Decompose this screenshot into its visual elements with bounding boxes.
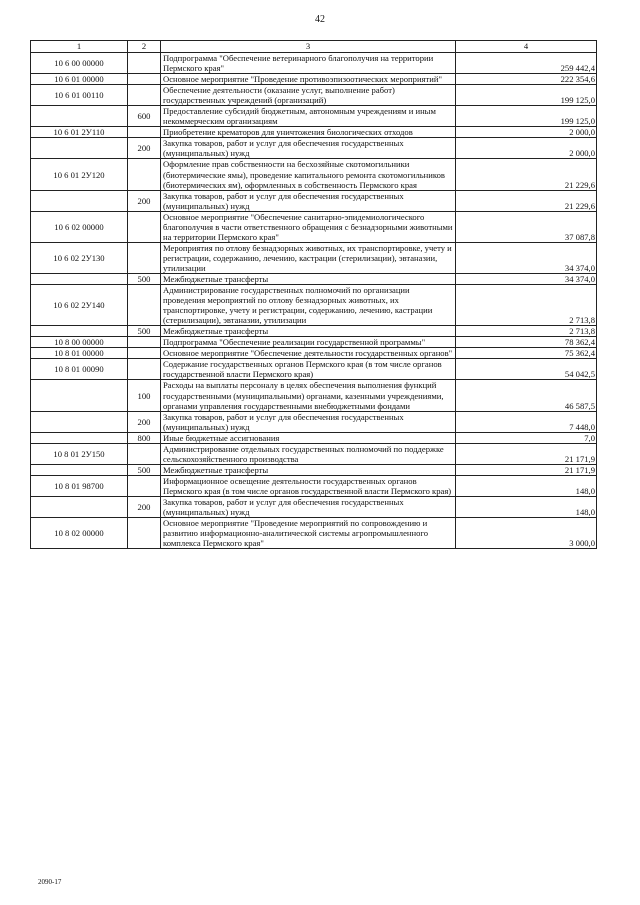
table-row: [31, 432, 597, 443]
row-expense-type: [128, 359, 161, 380]
table-row: [31, 518, 597, 549]
column-header-code: 1: [31, 41, 128, 53]
table-row: [31, 359, 597, 380]
row-description: Мероприятия по отлову безнадзорных животных, их транспортировке, учету и регистрации, содержанию, лечению, кастрации (стерилизации), эвтаназии, утилизации: [161, 242, 456, 273]
row-amount: 7 448,0: [456, 411, 597, 432]
row-amount: 34 374,0: [456, 273, 597, 284]
table-row: [31, 211, 597, 242]
table-row: [31, 106, 597, 127]
column-header-expense-type: 2: [128, 41, 161, 53]
row-code: [31, 138, 128, 159]
table-header-row: [31, 41, 597, 53]
row-code: [31, 411, 128, 432]
table-row: [31, 337, 597, 348]
table-row: [31, 496, 597, 517]
row-expense-type: [128, 475, 161, 496]
row-amount: 2 713,8: [456, 285, 597, 326]
table-row: [31, 138, 597, 159]
row-expense-type: [128, 443, 161, 464]
table-row: [31, 190, 597, 211]
row-description: Администрирование отдельных государственных полномочий по поддержке сельскохозяйственного производства: [161, 443, 456, 464]
row-amount: 54 042,5: [456, 359, 597, 380]
row-description: Оформление прав собственности на бесхозяйные скотомогильники (биотермические ямы), проведение капитального ремонта скотомогильников (биотермических ям), оформленных в собственность Пермского края: [161, 159, 456, 190]
row-description: Подпрограмма "Обеспечение ветеринарного благополучия на территории Пермского края": [161, 53, 456, 74]
row-amount: 21 171,9: [456, 464, 597, 475]
row-amount: 46 587,5: [456, 380, 597, 411]
row-code: 10 8 01 00090: [31, 359, 128, 380]
table-row: [31, 74, 597, 85]
row-description: Основное мероприятие "Проведение противоэпизоотических мероприятий": [161, 74, 456, 85]
row-amount: 21 229,6: [456, 159, 597, 190]
row-code: 10 6 02 00000: [31, 211, 128, 242]
row-description: Приобретение крематоров для уничтожения биологических отходов: [161, 127, 456, 138]
table-row: [31, 127, 597, 138]
row-expense-type: 100: [128, 380, 161, 411]
table-row: [31, 326, 597, 337]
row-expense-type: [128, 127, 161, 138]
row-expense-type: 600: [128, 106, 161, 127]
row-expense-type: [128, 285, 161, 326]
row-expense-type: 200: [128, 138, 161, 159]
table-row: [31, 475, 597, 496]
row-amount: 2 000,0: [456, 127, 597, 138]
row-description: Закупка товаров, работ и услуг для обеспечения государственных (муниципальных) нужд: [161, 190, 456, 211]
row-expense-type: [128, 53, 161, 74]
row-description: Содержание государственных органов Пермского края (в том числе органов государственной власти Пермского края): [161, 359, 456, 380]
row-description: Закупка товаров, работ и услуг для обеспечения государственных (муниципальных) нужд: [161, 496, 456, 517]
row-code: [31, 106, 128, 127]
row-code: 10 6 01 00000: [31, 74, 128, 85]
row-code: 10 6 01 00110: [31, 85, 128, 106]
row-amount: 21 229,6: [456, 190, 597, 211]
row-description: Основное мероприятие "Обеспечение санитарно-эпидемиологического благополучия в части ответственного обращения с безнадзорными животными на территории Пермского края": [161, 211, 456, 242]
row-amount: 3 000,0: [456, 518, 597, 549]
row-expense-type: [128, 518, 161, 549]
row-code: [31, 326, 128, 337]
row-expense-type: [128, 159, 161, 190]
row-expense-type: 500: [128, 464, 161, 475]
table-row: [31, 159, 597, 190]
row-amount: 7,0: [456, 432, 597, 443]
table-row: [31, 380, 597, 411]
table-row: [31, 53, 597, 74]
row-description: Межбюджетные трансферты: [161, 464, 456, 475]
row-code: [31, 273, 128, 284]
table-row: [31, 443, 597, 464]
row-description: Закупка товаров, работ и услуг для обеспечения государственных (муниципальных) нужд: [161, 411, 456, 432]
row-expense-type: 200: [128, 190, 161, 211]
row-expense-type: [128, 337, 161, 348]
row-description: Подпрограмма "Обеспечение реализации государственной программы": [161, 337, 456, 348]
row-code: 10 6 01 2У120: [31, 159, 128, 190]
row-description: Администрирование государственных полномочий по организации проведения мероприятий по отлову безнадзорных животных, их транспортировке, учету и регистрации, содержанию, лечению, кастрации (стерилизации), эвтаназии, утилизации: [161, 285, 456, 326]
budget-table: [30, 40, 597, 549]
row-expense-type: [128, 74, 161, 85]
row-code: 10 6 01 2У110: [31, 127, 128, 138]
row-amount: 37 087,8: [456, 211, 597, 242]
row-expense-type: 500: [128, 326, 161, 337]
page-number: 42: [315, 14, 325, 25]
row-expense-type: [128, 242, 161, 273]
row-description: Основное мероприятие "Обеспечение деятельности государственных органов": [161, 348, 456, 359]
table-row: [31, 285, 597, 326]
row-code: [31, 496, 128, 517]
row-code: 10 6 00 00000: [31, 53, 128, 74]
row-expense-type: [128, 211, 161, 242]
row-description: Предоставление субсидий бюджетным, автономным учреждениям и иным некоммерческим организациям: [161, 106, 456, 127]
row-description: Расходы на выплаты персоналу в целях обеспечения выполнения функций государственными (муниципальными) органами, казенными учреждениями, органами управления государственными внебюджетными фондами: [161, 380, 456, 411]
row-amount: 34 374,0: [456, 242, 597, 273]
row-code: 10 8 00 00000: [31, 337, 128, 348]
row-expense-type: 500: [128, 273, 161, 284]
row-amount: 199 125,0: [456, 106, 597, 127]
row-description: Информационное освещение деятельности государственных органов Пермского края (в том числе органов государственной власти Пермского края): [161, 475, 456, 496]
table-row: [31, 242, 597, 273]
table-row: [31, 85, 597, 106]
row-amount: 75 362,4: [456, 348, 597, 359]
row-code: 10 6 02 2У130: [31, 242, 128, 273]
row-amount: 2 713,8: [456, 326, 597, 337]
column-header-amount: 4: [456, 41, 597, 53]
table-body: [31, 53, 597, 549]
row-amount: 148,0: [456, 475, 597, 496]
row-amount: 199 125,0: [456, 85, 597, 106]
row-expense-type: 200: [128, 411, 161, 432]
row-amount: 2 000,0: [456, 138, 597, 159]
row-code: [31, 464, 128, 475]
row-description: Межбюджетные трансферты: [161, 326, 456, 337]
table-row: [31, 464, 597, 475]
row-code: 10 6 02 2У140: [31, 285, 128, 326]
column-header-description: 3: [161, 41, 456, 53]
document-code: 2090-17: [38, 878, 62, 886]
row-description: Межбюджетные трансферты: [161, 273, 456, 284]
row-description: Закупка товаров, работ и услуг для обеспечения государственных (муниципальных) нужд: [161, 138, 456, 159]
table-row: [31, 273, 597, 284]
row-amount: 222 354,6: [456, 74, 597, 85]
row-amount: 21 171,9: [456, 443, 597, 464]
row-code: 10 8 01 2У150: [31, 443, 128, 464]
table-row: [31, 348, 597, 359]
row-code: 10 8 01 98700: [31, 475, 128, 496]
row-code: 10 8 02 00000: [31, 518, 128, 549]
row-code: [31, 380, 128, 411]
row-expense-type: 800: [128, 432, 161, 443]
row-description: Иные бюджетные ассигнования: [161, 432, 456, 443]
row-amount: 78 362,4: [456, 337, 597, 348]
row-expense-type: 200: [128, 496, 161, 517]
row-code: [31, 432, 128, 443]
row-description: Обеспечение деятельности (оказание услуг, выполнение работ) государственных учреждений (организаций): [161, 85, 456, 106]
row-expense-type: [128, 85, 161, 106]
row-code: [31, 190, 128, 211]
row-expense-type: [128, 348, 161, 359]
row-description: Основное мероприятие "Проведение мероприятий по сопровождению и развитию информационно-аналитической системы агропромышленного комплекса Пермского края": [161, 518, 456, 549]
row-amount: 148,0: [456, 496, 597, 517]
table-row: [31, 411, 597, 432]
row-code: 10 8 01 00000: [31, 348, 128, 359]
row-amount: 259 442,4: [456, 53, 597, 74]
